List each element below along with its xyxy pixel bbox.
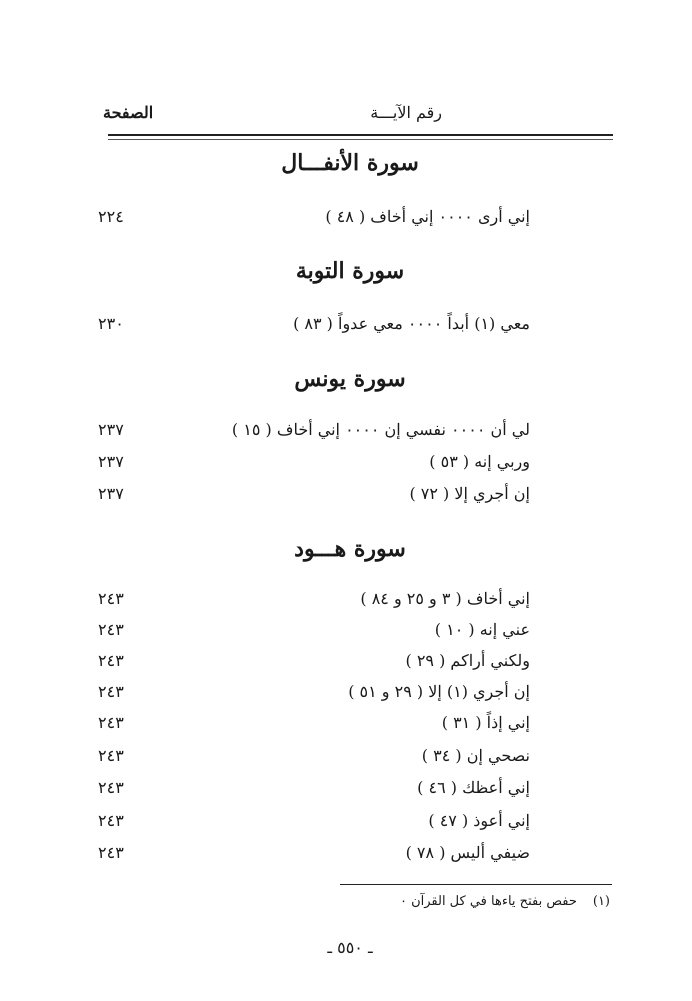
entry-text: إني أعوذ ( ٤٧ ) [428,811,530,830]
entry-text: إن أجري إلا ( ٧٢ ) [409,484,530,503]
footnote-text: حفص بفتح ياءها في كل القرآن ٠ [399,894,577,909]
surah-title: سورة هـــود [294,536,406,562]
index-entry [98,589,530,617]
entry-page: ٢٣٠ [98,314,124,333]
entry-page: ٢٣٧ [98,484,124,503]
entry-text: إني أرى ٠٠٠٠ إني أخاف ( ٤٨ ) [325,207,530,226]
index-entry [98,746,530,774]
header-rule-thin [108,139,613,140]
entry-page: ٢٤٣ [98,682,124,701]
entry-page: ٢٣٧ [98,452,124,471]
entry-text: إني أخاف ( ٣ و ٢٥ و ٨٤ ) [360,589,530,608]
entry-page: ٢٤٣ [98,811,124,830]
entry-page: ٢٤٣ [98,778,124,797]
entry-text: عني إنه ( ١٠ ) [434,620,530,639]
index-entry [98,314,530,342]
surah-title: سورة التوبة [295,258,405,284]
entry-text: ولكني أراكم ( ٢٩ ) [405,651,530,670]
index-entry [98,811,530,839]
entry-page: ٢٣٧ [98,420,124,439]
entry-text: وربي إنه ( ٥٣ ) [429,452,530,471]
entry-page: ٢٤٣ [98,843,124,862]
index-entry [98,452,530,480]
entry-page: ٢٤٣ [98,746,124,765]
page-number: ـ ٥٥٠ ـ [327,938,373,957]
surah-title: سورة يونس [294,366,406,392]
index-entry [98,778,530,806]
index-entry [98,651,530,679]
entry-text: معي (١) أبداً ٠٠٠٠ معي عدواً ( ٨٣ ) [293,314,530,333]
entry-text: إني إذاً ( ٣١ ) [441,713,530,732]
page-column-header: الصفحة [103,103,154,122]
entry-text: نصحي إن ( ٣٤ ) [421,746,530,765]
index-entry [98,682,530,710]
entry-page: ٢٤٣ [98,713,124,732]
entry-page: ٢٢٤ [98,207,124,226]
index-entry [98,420,530,448]
surah-title: سورة الأنفـــال [281,150,419,176]
header-rule [108,134,613,136]
index-entry [98,713,530,741]
index-entry [98,620,530,648]
index-entry [98,484,530,512]
entry-page: ٢٤٣ [98,589,124,608]
footnote-marker: (١) [592,894,610,909]
footnote [400,894,610,909]
entry-page: ٢٤٣ [98,651,124,670]
index-entry [98,207,530,235]
footnote-rule [340,884,612,885]
entry-text: إن أجري (١) إلا ( ٢٩ و ٥١ ) [348,682,530,701]
verse-column-header: رقم الآيـــة [370,103,442,122]
entry-text: لي أن ٠٠٠٠ نفسي إن ٠٠٠٠ إني أخاف ( ١٥ ) [231,420,530,439]
index-entry [98,843,530,871]
entry-text: إني أعظك ( ٤٦ ) [417,778,530,797]
entry-text: ضيفي أليس ( ٧٨ ) [405,843,530,862]
entry-page: ٢٤٣ [98,620,124,639]
